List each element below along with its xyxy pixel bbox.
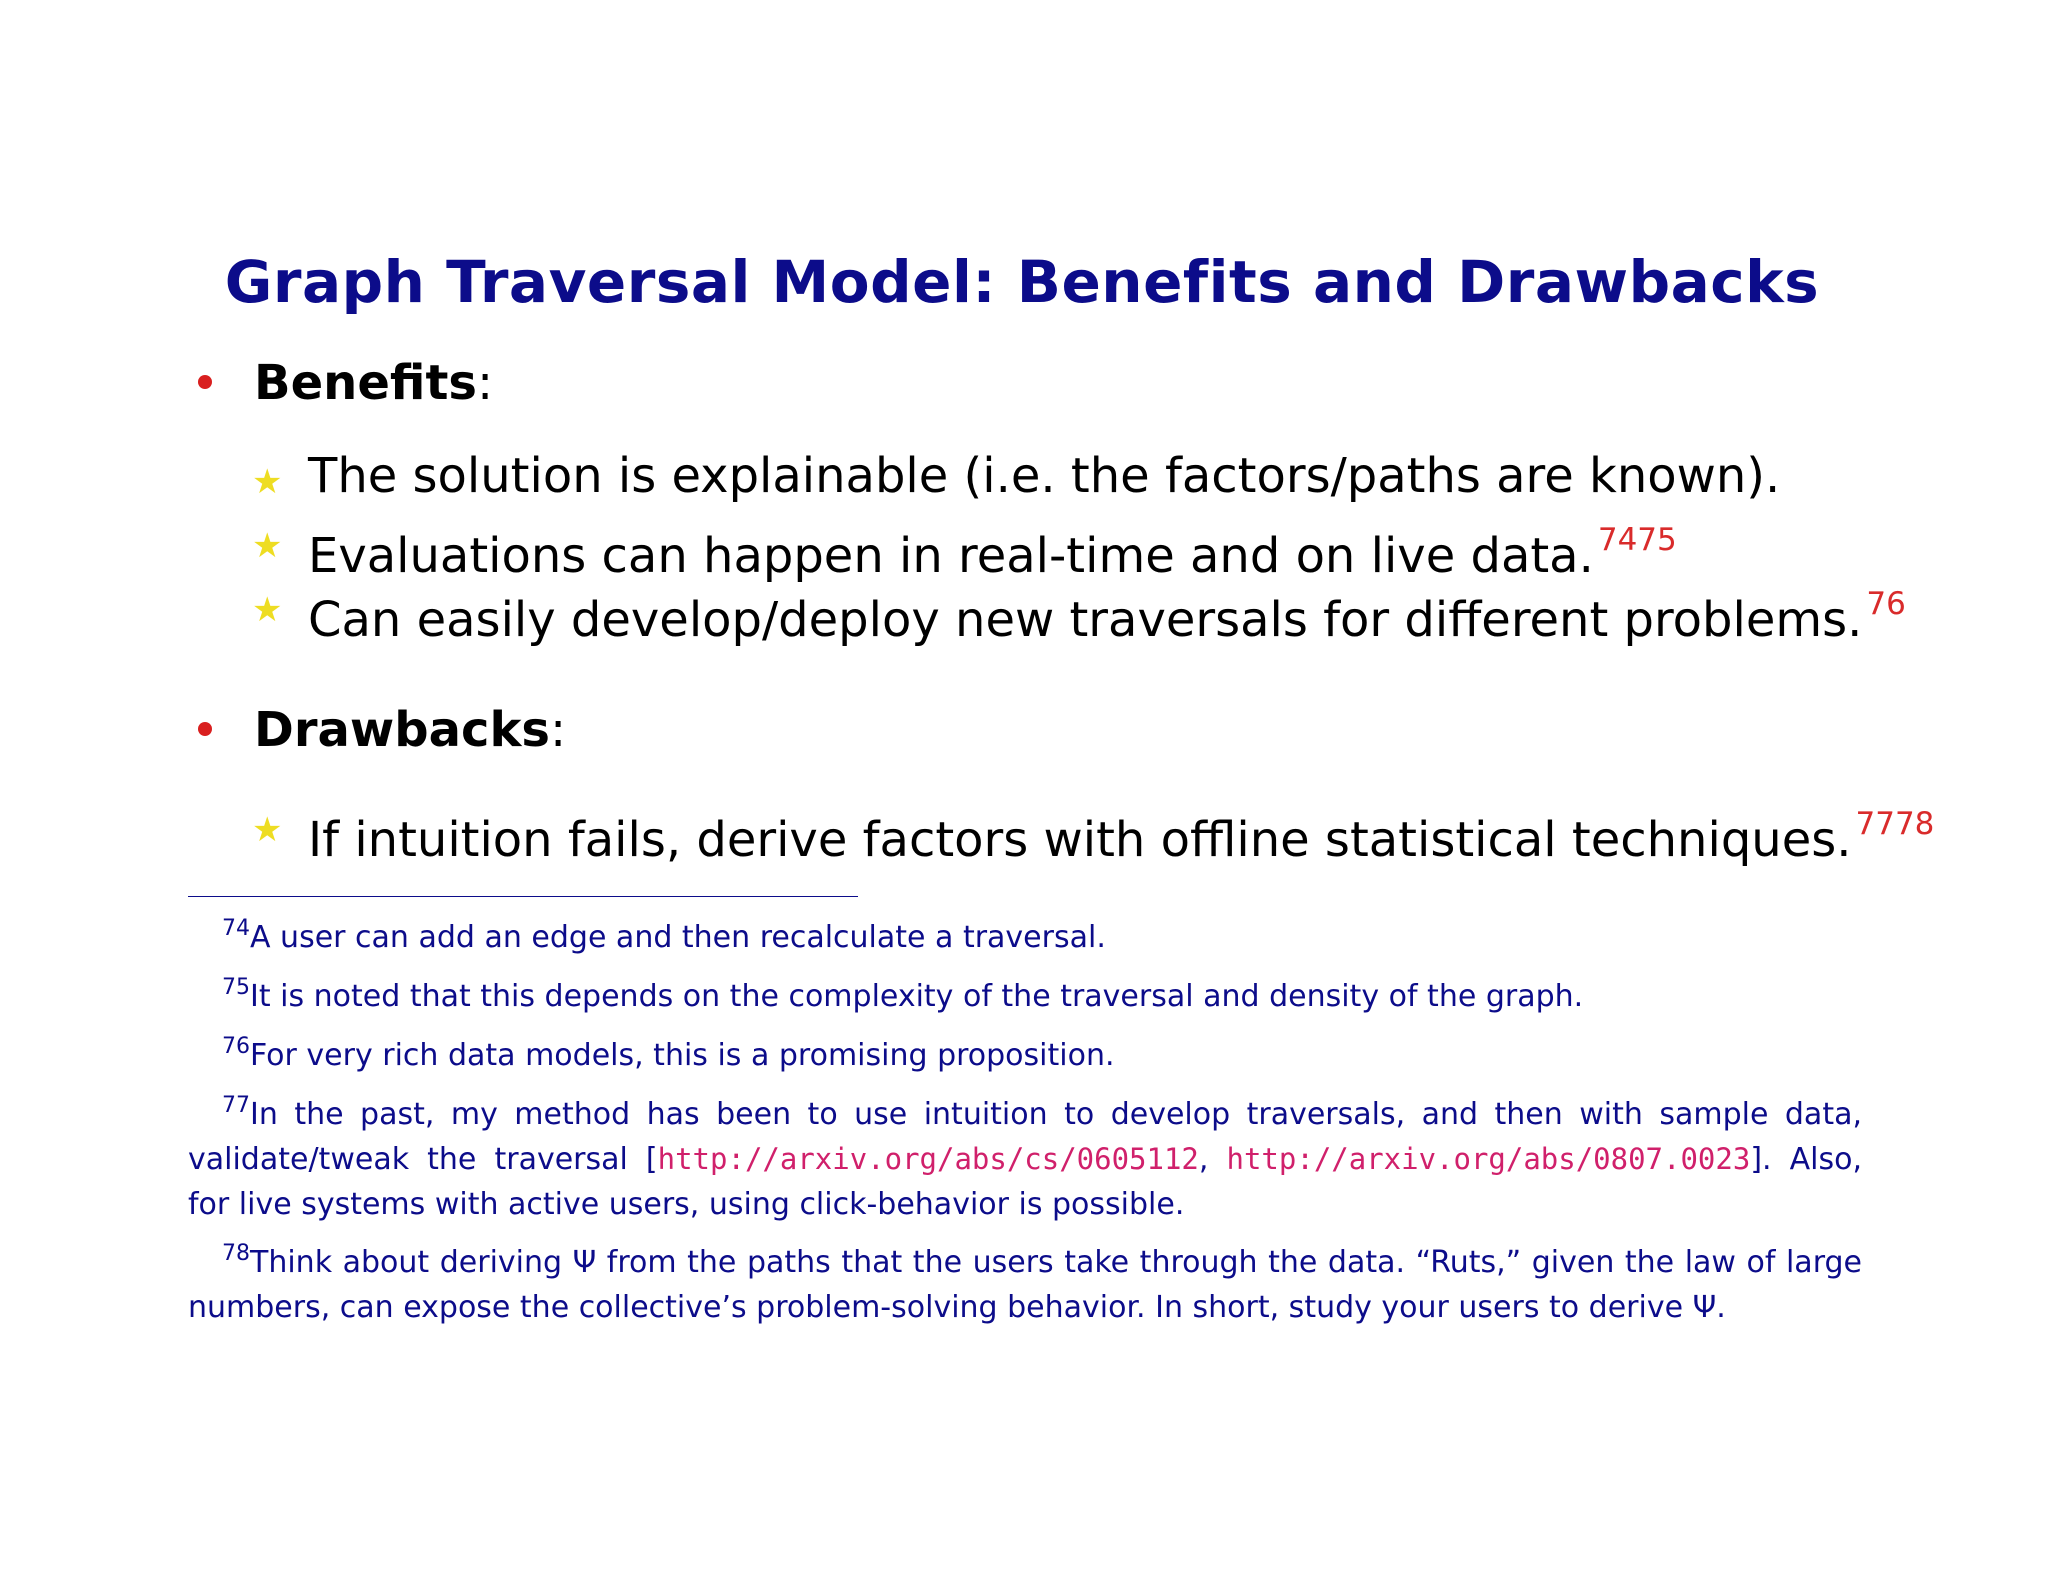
footnote-ref[interactable]: 76 xyxy=(1866,586,1906,622)
star-bullet-icon: ★ xyxy=(252,462,283,502)
footnote xyxy=(188,1024,1862,1079)
footnote-text: In the past, my method has been to use intuition to develop traversals, and then with sample data, validate/tweak the traversal [ xyxy=(188,1097,1862,1177)
footnote-number: 77 xyxy=(222,1093,250,1118)
footnote-ref[interactable]: 7475 xyxy=(1597,522,1677,558)
bullet-dot-icon xyxy=(198,722,212,736)
benefit-item-text xyxy=(308,576,1906,648)
footnotes xyxy=(188,906,1862,1334)
section-heading-label: Drawbacks xyxy=(254,702,550,758)
footnote-number: 75 xyxy=(222,975,250,1000)
item-text: The solution is explainable (i.e. the factors/paths are known). xyxy=(308,448,1781,504)
star-bullet-icon: ★ xyxy=(252,590,283,630)
drawback-item-text xyxy=(308,796,1934,868)
arxiv-link[interactable]: http://arxiv.org/abs/0807.0023 xyxy=(1226,1142,1751,1176)
footnote-number: 78 xyxy=(222,1241,250,1266)
slide-title-text: Graph Traversal Model: Benefits and Drawbacks xyxy=(224,248,1820,316)
footnote-ref[interactable]: 7778 xyxy=(1855,806,1935,842)
footnote xyxy=(188,1231,1862,1330)
star-bullet-icon: ★ xyxy=(252,810,283,850)
star-bullet-icon: ★ xyxy=(252,526,283,566)
footnote-number: 76 xyxy=(222,1034,250,1059)
footnote-text: A user can add an edge and then recalculate a traversal. xyxy=(250,920,1106,955)
footnote-text: Think about deriving Ψ from the paths that the users take through the data. “Ruts,” given the law of large numbers, can expose the collective’s problem-solving behavior. In short, study your users to derive Ψ. xyxy=(188,1245,1862,1325)
footnote xyxy=(188,906,1862,961)
arxiv-link[interactable]: http://arxiv.org/abs/cs/0605112 xyxy=(657,1142,1199,1176)
item-text: Can easily develop/deploy new traversals for different problems. xyxy=(308,592,1863,648)
bullet-dot-icon xyxy=(198,375,212,389)
section-heading xyxy=(254,355,493,411)
footnote-separator: , xyxy=(1198,1142,1227,1177)
section-heading-label: Benefits xyxy=(254,355,477,411)
section-heading-colon: : xyxy=(476,355,494,411)
footnote xyxy=(188,1083,1862,1227)
footnote-text: ]. Also, for live systems with active users, using click-behavior is possible. xyxy=(188,1142,1863,1222)
benefit-item-text xyxy=(308,512,1677,584)
section-heading xyxy=(254,702,566,758)
item-text: If intuition fails, derive factors with offline statistical techniques. xyxy=(308,812,1852,868)
item-text: Evaluations can happen in real-time and on live data. xyxy=(308,528,1594,584)
section-heading-colon: : xyxy=(549,702,567,758)
footnote-text: For very rich data models, this is a promising proposition. xyxy=(250,1038,1115,1073)
footnote-number: 74 xyxy=(222,916,250,941)
benefit-item-text xyxy=(308,448,1780,504)
footnote-divider xyxy=(188,896,858,897)
footnote-text: It is noted that this depends on the complexity of the traversal and density of the graph. xyxy=(250,979,1584,1014)
footnote xyxy=(188,965,1862,1020)
slide-title xyxy=(0,248,2048,316)
